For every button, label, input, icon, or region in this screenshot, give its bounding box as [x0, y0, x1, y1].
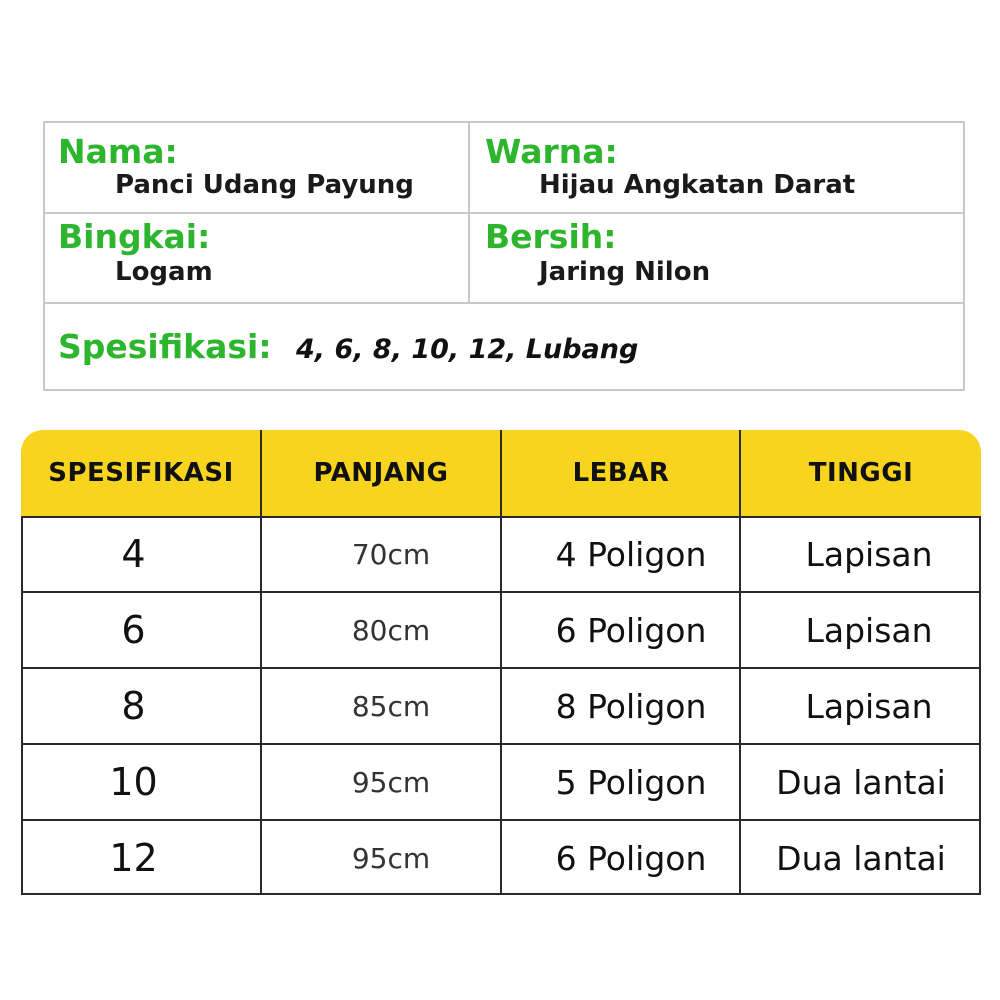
cell-panjang: 80cm	[351, 613, 431, 647]
bingkai-label: Bingkai:	[58, 217, 211, 256]
bingkai-value: Logam	[115, 257, 213, 287]
table-border-left	[21, 516, 23, 895]
cell-panjang: 70cm	[351, 537, 431, 571]
cell-spesifikasi: 4	[121, 532, 146, 576]
cell-tinggi: Lapisan	[805, 610, 933, 650]
table-row-divider	[21, 591, 981, 593]
header-lebar: LEBAR	[572, 458, 670, 488]
cell-tinggi: Lapisan	[805, 534, 933, 574]
spesifikasi-label: Spesifikasi:	[58, 327, 272, 366]
header-tinggi: TINGGI	[808, 458, 914, 488]
info-divider-horizontal	[45, 302, 963, 304]
table-row-divider	[21, 819, 981, 821]
cell-tinggi: Dua lantai	[776, 762, 946, 802]
spec-table	[21, 430, 981, 895]
cell-panjang: 95cm	[351, 841, 431, 875]
table-column-divider	[739, 430, 741, 895]
warna-label: Warna:	[485, 132, 618, 171]
cell-spesifikasi: 12	[109, 836, 158, 880]
product-info-box	[43, 121, 965, 391]
nama-label: Nama:	[58, 132, 178, 171]
table-row-divider	[21, 516, 981, 518]
warna-value: Hijau Angkatan Darat	[539, 170, 856, 200]
table-column-divider	[500, 430, 502, 895]
info-bingkai	[58, 217, 213, 287]
cell-spesifikasi: 6	[121, 608, 146, 652]
cell-panjang: 85cm	[351, 689, 431, 723]
table-column-divider	[260, 430, 262, 895]
cell-lebar: 4 Poligon	[555, 534, 707, 574]
header-panjang: PANJANG	[313, 458, 449, 488]
info-warna	[485, 132, 856, 200]
cell-lebar: 5 Poligon	[555, 762, 707, 802]
info-spesifikasi	[58, 327, 639, 366]
spesifikasi-value: 4, 6, 8, 10, 12, Lubang	[296, 334, 639, 365]
cell-tinggi: Lapisan	[805, 686, 933, 726]
table-row-divider	[21, 743, 981, 745]
table-border-right	[979, 516, 981, 895]
cell-spesifikasi: 10	[109, 760, 158, 804]
table-row-divider	[21, 893, 981, 895]
info-divider-horizontal	[45, 212, 963, 214]
nama-value: Panci Udang Payung	[115, 170, 414, 200]
cell-lebar: 8 Poligon	[555, 686, 707, 726]
info-nama	[58, 132, 414, 200]
info-bersih	[485, 217, 711, 287]
bersih-value: Jaring Nilon	[539, 257, 711, 287]
bersih-label: Bersih:	[485, 217, 617, 256]
cell-tinggi: Dua lantai	[776, 838, 946, 878]
cell-panjang: 95cm	[351, 765, 431, 799]
header-spesifikasi: SPESIFIKASI	[48, 458, 234, 488]
cell-lebar: 6 Poligon	[555, 838, 707, 878]
cell-spesifikasi: 8	[121, 684, 146, 728]
cell-lebar: 6 Poligon	[555, 610, 707, 650]
table-row-divider	[21, 667, 981, 669]
